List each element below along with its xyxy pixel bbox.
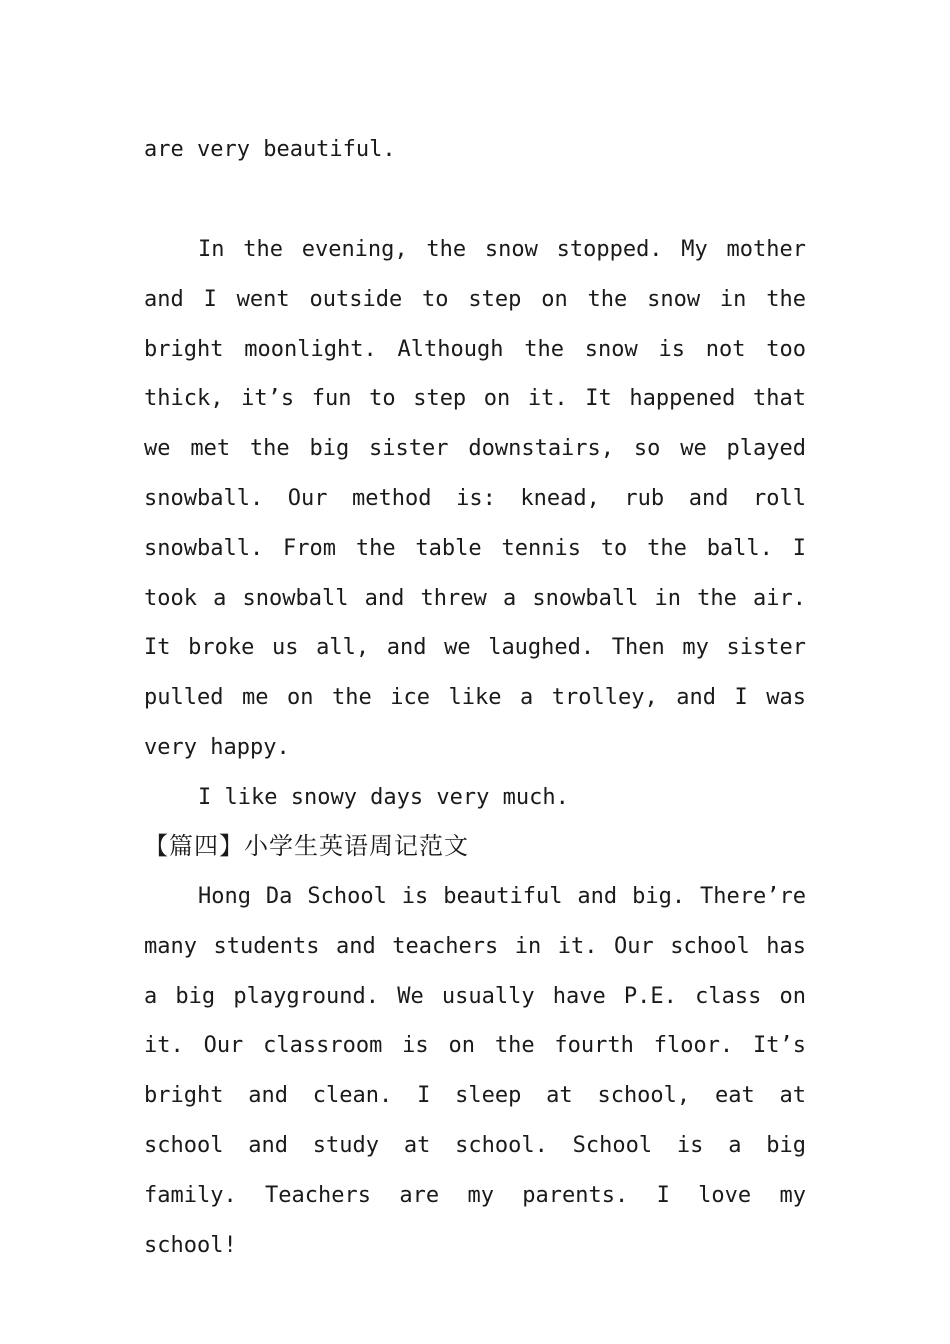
snowy-days-paragraph: I like snowy days very much. xyxy=(198,785,569,810)
continuation-paragraph: are very beautiful. xyxy=(144,137,396,162)
evening-paragraph: In the evening, the snow stopped. My mother and I went outside to step on the snow in the bright moonlight. Although the snow is not too thick, it’s fun to step on it. It happened that we met the big sister downstairs, so we played snowball. Our method is: knead, rub and roll snowball. From the table tennis to the ball. I took a snowball and threw a snowball in the air. It broke us all, and we laughed. Then my sister pulled me on the ice like a trolley, and I was very happy. xyxy=(144,237,806,760)
school-paragraph: Hong Da School is beautiful and big. There’re many students and teachers in it. Our school has a big playground. We usually have P.E. class on it. Our classroom is on the fourth floor. It’s bright and clean. I sleep at school, eat at school and study at school. School is a big family. Teachers are my parents. I love my school! xyxy=(144,884,806,1258)
section-heading: 【篇四】小学生英语周记范文 xyxy=(144,832,469,860)
